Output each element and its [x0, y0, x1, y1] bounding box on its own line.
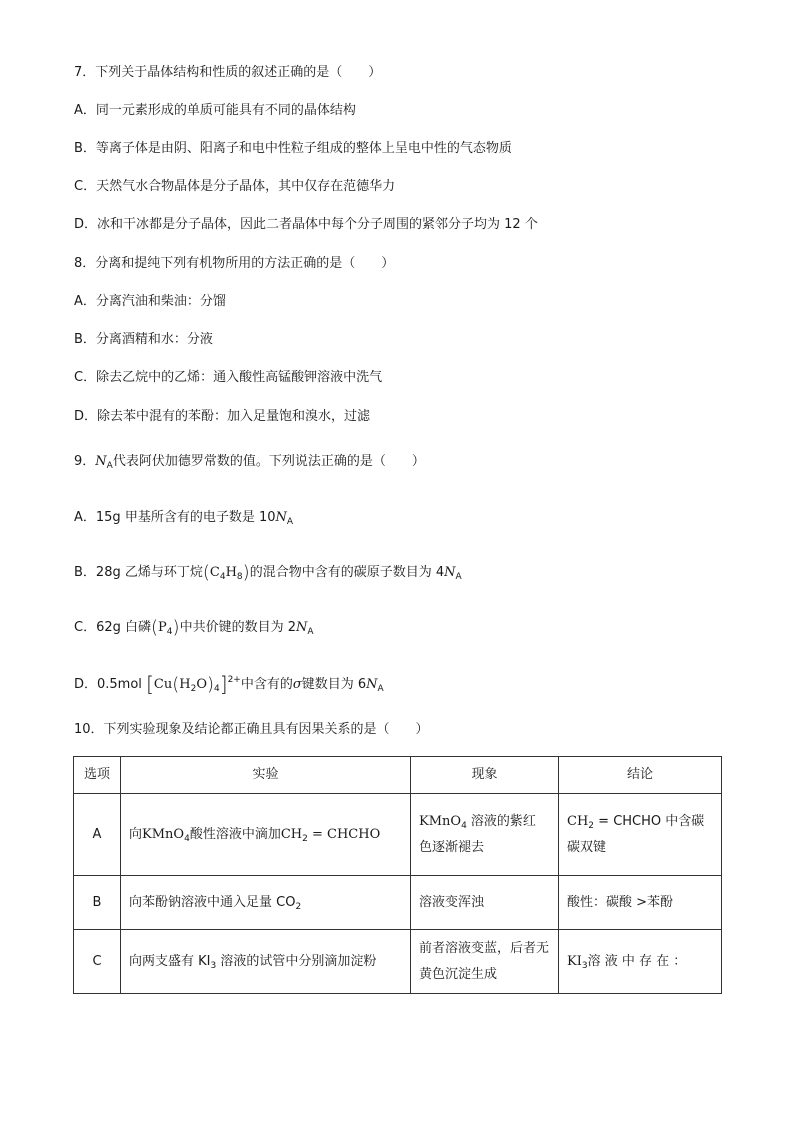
q9-a-text: A．15g 甲基所含有的电子数是 10 [74, 510, 276, 525]
q9-option-c: C．62g 白磷$(P_4)$中共价键的数目为 $2N_A$ [74, 617, 314, 638]
row-a-option: A [74, 794, 121, 876]
header-conclusion: 结论 [559, 757, 722, 794]
formula-sub: 4 [214, 684, 220, 694]
row-c-option: C [74, 930, 121, 994]
row-c-conclusion: $KI_3$溶 液 中 存 在 ： [559, 930, 722, 994]
row-b-experiment: 向苯酚钠溶液中通入足量 $CO_2$ [121, 876, 411, 930]
row-b-option: B [74, 876, 121, 930]
q8-option-b: B．分离酒精和水：分液 [74, 332, 213, 347]
q9-d-end: 键数目为 6 [301, 677, 367, 692]
formula-cu: Cu [153, 677, 173, 692]
q9-number: 9． [74, 454, 96, 469]
q9-b-text: B．28g 乙烯与环丁烷 [74, 565, 203, 580]
q9-stem [74, 452, 425, 472]
table-row [74, 930, 722, 994]
q8-stem: 8．分离和提纯下列有机物所用的方法正确的是（ ） [74, 256, 395, 271]
avogadro-symbol: N [275, 510, 287, 525]
sigma-symbol: σ [292, 677, 302, 692]
q9-stem-text: 代表阿伏加德罗常数的值。下列说法正确的是（ ） [112, 454, 425, 469]
row-a-experiment: 向KMnO$_4$酸性溶液中滴加$CH_2$ = CHCHO [121, 794, 411, 876]
table-header-row [74, 757, 722, 794]
formula-charge: 2+ [227, 675, 241, 685]
q9-option-a [74, 508, 293, 528]
avogadro-subscript: A [286, 517, 294, 527]
formula-o: O [196, 677, 207, 692]
formula-sub: 2 [190, 684, 197, 694]
table-row [74, 876, 722, 930]
avogadro-subscript: A [106, 461, 113, 471]
q7-option-d: D．冰和干冰都是分子晶体，因此二者晶体中每个分子周围的紧邻分子均为 12 个 [74, 217, 538, 232]
row-a-conclusion: $CH_2$ = CHCHO 中含碳 碳双键 [559, 794, 722, 876]
q8-option-c: C．除去乙烷中的乙烯：通入酸性高锰酸钾溶液中洗气 [74, 370, 383, 385]
formula-sub: 4 [219, 572, 226, 582]
q10-stem: 10．下列实验现象及结论都正确且具有因果关系的是（ ） [74, 722, 429, 737]
q9-d-mid: 中含有的 [240, 677, 293, 692]
q9-d-text: D．0.5mol [74, 677, 142, 692]
formula-p: P [158, 620, 167, 635]
avogadro-symbol: N [444, 565, 456, 580]
avogadro-symbol: N [295, 620, 308, 635]
formula-h: H [179, 677, 191, 692]
row-b-phenomenon: 溶液变浑浊 [411, 876, 559, 930]
q9-b-mid: 的混合物中含有的碳原子数目为 4 [249, 565, 445, 580]
q9-option-b: B．28g 乙烯与环丁烷$(C_4H_8)$的混合物中含有的碳原子数目为 $4N_A$ [74, 562, 462, 583]
q8-option-d: D．除去苯中混有的苯酚：加入足量饱和溴水，过滤 [74, 409, 371, 424]
formula-c: C [209, 565, 220, 580]
q9-c-text: C．62g 白磷 [74, 620, 152, 635]
header-experiment: 实验 [121, 757, 411, 794]
header-phenomenon: 现象 [411, 757, 559, 794]
q7-option-c: C．天然气水合物晶体是分子晶体，其中仅存在范德华力 [74, 179, 396, 194]
avogadro-symbol: N [366, 677, 378, 692]
avogadro-subscript: A [377, 684, 384, 694]
q9-c-mid: 中共价键的数目为 2 [179, 620, 296, 635]
row-c-phenomenon: 前者溶液变蓝，后者无 黄色沉淀生成 [411, 930, 559, 994]
row-c-experiment: 向两支盛有 $KI_3$ 溶液的试管中分别滴加淀粉 [121, 930, 411, 994]
row-b-conclusion: 酸性：碳酸 >苯酚 [559, 876, 722, 930]
avogadro-subscript: A [455, 572, 462, 582]
avogadro-symbol: N [95, 454, 107, 469]
q9-option-d: D．0.5mol $[Cu(H_2O)_4]^{2+}$中含有的σ键数目为 $6N_A$ [74, 672, 384, 696]
formula-sub: 8 [236, 572, 243, 582]
q7-stem: 7．下列关于晶体结构和性质的叙述正确的是（ ） [74, 65, 382, 80]
q7-option-b: B．等离子体是由阴、阳离子和电中性粒子组成的整体上呈电中性的气态物质 [74, 141, 512, 156]
q10-table [73, 756, 722, 994]
avogadro-subscript: A [307, 627, 314, 637]
q7-option-a: A．同一元素形成的单质可能具有不同的晶体结构 [74, 103, 356, 118]
header-option: 选项 [74, 757, 121, 794]
row-a-phenomenon: KMnO$_4$ 溶液的紫红 色逐渐褪去 [411, 794, 559, 876]
q8-option-a: A．分离汽油和柴油：分馏 [74, 294, 226, 309]
formula-h: H [225, 565, 237, 580]
table-row [74, 794, 722, 876]
formula-sub: 4 [166, 627, 173, 637]
